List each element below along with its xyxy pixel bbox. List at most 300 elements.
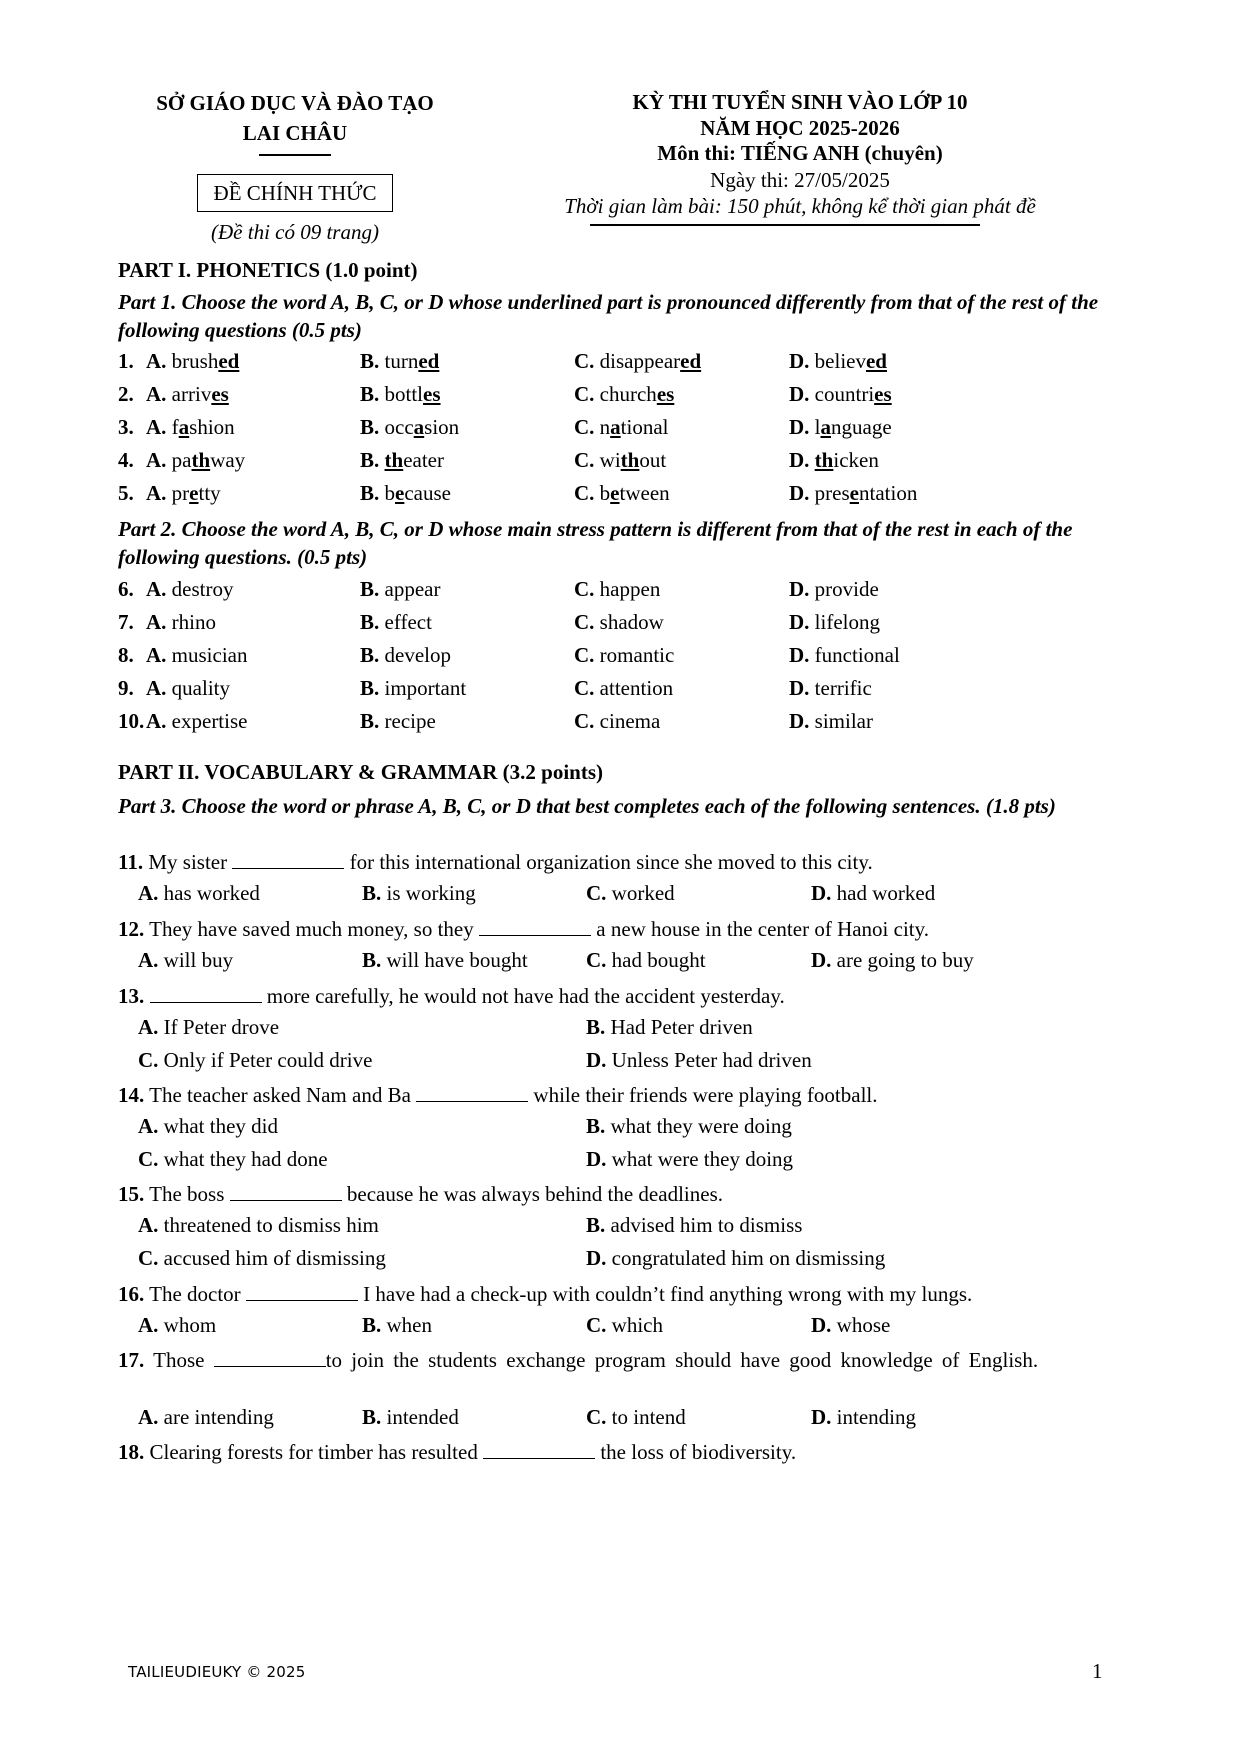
option-letter: C.	[586, 881, 607, 905]
underlined-part: ed	[680, 349, 702, 373]
divider	[590, 224, 980, 226]
option-letter: A.	[138, 1213, 159, 1237]
answer-option[interactable]	[360, 448, 444, 473]
underlined-part: e	[849, 481, 859, 505]
word-prefix: church	[599, 382, 657, 406]
answer-option[interactable]	[586, 1405, 686, 1430]
option-letter: B.	[360, 382, 380, 406]
answer-option[interactable]	[146, 676, 230, 701]
instruction: Part 1. Choose the word A, B, C, or D whose underlined part is pronounced differently from that of the rest of the following questions (0.5 pts)	[118, 290, 1099, 342]
question-stem	[118, 1346, 1118, 1374]
option-text: what they were doing	[610, 1114, 792, 1138]
answer-option[interactable]	[138, 1114, 278, 1139]
answer-blank[interactable]	[230, 1182, 342, 1201]
option-letter: C.	[574, 481, 595, 505]
option-letter: B.	[360, 349, 380, 373]
option-letter: C.	[574, 610, 595, 634]
question-number: 7.	[118, 610, 134, 634]
stem-text: My sister	[143, 850, 233, 874]
question-number: 16.	[118, 1282, 145, 1306]
word-prefix: pres	[814, 481, 850, 505]
answer-option[interactable]	[811, 1405, 916, 1430]
option-text: terrific	[814, 676, 872, 700]
question-number: 17.	[118, 1348, 145, 1372]
option-text: Had Peter driven	[610, 1015, 753, 1039]
stem-text: the loss of biodiversity.	[595, 1440, 797, 1464]
question-stem	[118, 1438, 1118, 1466]
answer-option[interactable]	[360, 577, 440, 602]
word-suffix: ntation	[859, 481, 918, 505]
option-text: Only if Peter could drive	[163, 1048, 373, 1072]
question-stem	[118, 1280, 1118, 1308]
question-row	[118, 481, 1118, 511]
word-prefix: pa	[171, 448, 192, 472]
options-row	[118, 1048, 1118, 1078]
official-badge: ĐỀ CHÍNH THỨC	[197, 174, 394, 212]
word-suffix: out	[639, 448, 667, 472]
option-text: accused him of dismissing	[163, 1246, 386, 1270]
option-letter: B.	[360, 709, 380, 733]
underlined-part: th	[384, 448, 404, 472]
answer-option[interactable]	[586, 1313, 663, 1338]
answer-option[interactable]	[146, 577, 234, 602]
option-text: what were they doing	[611, 1147, 794, 1171]
question-number: 15.	[118, 1182, 145, 1206]
option-letter: B.	[362, 881, 382, 905]
option-text: effect	[384, 610, 432, 634]
answer-option[interactable]	[574, 382, 674, 407]
option-text: which	[611, 1313, 663, 1337]
answer-option[interactable]	[146, 415, 235, 440]
answer-option[interactable]	[360, 676, 466, 701]
option-text: are going to buy	[836, 948, 974, 972]
option-letter: D.	[789, 448, 810, 472]
answer-option[interactable]	[146, 709, 247, 734]
option-text: has worked	[163, 881, 260, 905]
answer-option[interactable]	[789, 481, 917, 506]
option-text: happen	[599, 577, 661, 601]
stem-text: while their friends were playing football.	[528, 1083, 878, 1107]
answer-option[interactable]	[146, 610, 216, 635]
word-suffix: tional	[620, 415, 669, 439]
word-suffix: icken	[833, 448, 879, 472]
stem-text: The teacher asked Nam and Ba	[144, 1083, 417, 1107]
question-number: 1.	[118, 349, 134, 373]
question-number: 8.	[118, 643, 134, 667]
question-number: 13.	[118, 984, 145, 1008]
header-left	[115, 88, 475, 245]
part-title: PART II. VOCABULARY & GRAMMAR (3.2 points)	[118, 760, 603, 784]
answer-option[interactable]	[360, 709, 436, 734]
option-letter: A.	[146, 349, 167, 373]
option-text: is working	[386, 881, 476, 905]
option-text: worked	[611, 881, 675, 905]
stem-text: more carefully, he would not have had the accident yesterday.	[261, 984, 785, 1008]
option-text: shadow	[599, 610, 664, 634]
option-text: similar	[814, 709, 873, 733]
question-stem	[118, 915, 1118, 943]
word-suffix: nguage	[831, 415, 892, 439]
option-letter: A.	[146, 415, 167, 439]
question-number: 12.	[118, 917, 145, 941]
option-letter: A.	[138, 1015, 159, 1039]
question-number: 9.	[118, 676, 134, 700]
option-letter: D.	[811, 881, 832, 905]
answer-blank[interactable]	[150, 984, 262, 1003]
word-prefix: b	[599, 481, 611, 505]
answer-option[interactable]	[146, 382, 229, 407]
answer-option[interactable]	[362, 881, 476, 906]
option-letter: A.	[146, 610, 167, 634]
question-number: 14.	[118, 1083, 145, 1107]
answer-option[interactable]	[360, 415, 459, 440]
underlined-part: es	[423, 382, 441, 406]
answer-option[interactable]	[789, 415, 892, 440]
answer-option[interactable]	[586, 1213, 802, 1238]
answer-option[interactable]	[146, 643, 248, 668]
stem-text: I have had a check-up with couldn’t find anything wrong with my lungs.	[357, 1282, 973, 1306]
option-letter: C.	[574, 577, 595, 601]
answer-option[interactable]	[360, 481, 451, 506]
answer-option[interactable]	[138, 881, 260, 906]
answer-option[interactable]	[146, 448, 245, 473]
question-number: 4.	[118, 448, 134, 472]
answer-option[interactable]	[146, 349, 239, 374]
option-letter: B.	[362, 1405, 382, 1429]
question-row	[118, 349, 1118, 379]
option-text: when	[386, 1313, 433, 1337]
option-text: romantic	[599, 643, 675, 667]
answer-option[interactable]	[360, 610, 432, 635]
option-text: lifelong	[814, 610, 880, 634]
option-letter: A.	[146, 643, 167, 667]
option-letter: C.	[574, 382, 595, 406]
underlined-part: e	[395, 481, 405, 505]
option-letter: A.	[146, 448, 167, 472]
underlined-part: e	[610, 481, 620, 505]
option-text: are intending	[163, 1405, 274, 1429]
answer-option[interactable]	[360, 382, 441, 407]
underlined-part: es	[211, 382, 229, 406]
option-text: intended	[386, 1405, 459, 1429]
underlined-part: ed	[218, 349, 240, 373]
question-row	[118, 382, 1118, 412]
word-prefix: believ	[814, 349, 866, 373]
underlined-part: th	[191, 448, 211, 472]
stem-text: Clearing forests for timber has resulted	[144, 1440, 484, 1464]
option-letter: A.	[138, 948, 159, 972]
question-row	[118, 676, 1118, 706]
word-suffix: tty	[198, 481, 221, 505]
option-letter: D.	[789, 415, 810, 439]
option-letter: A.	[138, 1114, 159, 1138]
word-suffix: eater	[403, 448, 444, 472]
answer-option[interactable]	[574, 610, 664, 635]
answer-option[interactable]	[138, 1213, 379, 1238]
option-text: develop	[384, 643, 451, 667]
option-text: expertise	[171, 709, 248, 733]
answer-blank[interactable]	[479, 917, 591, 936]
options-row	[118, 1114, 1118, 1144]
word-suffix: way	[210, 448, 246, 472]
option-letter: A.	[138, 881, 159, 905]
answer-blank[interactable]	[416, 1083, 528, 1102]
answer-option[interactable]	[574, 676, 673, 701]
option-text: recipe	[384, 709, 436, 733]
option-letter: D.	[586, 1147, 607, 1171]
option-letter: B.	[360, 577, 380, 601]
page-number: 1	[1092, 1659, 1103, 1683]
answer-option[interactable]	[586, 1114, 792, 1139]
option-letter: C.	[574, 448, 595, 472]
question-number: 2.	[118, 382, 134, 406]
stem-text: a new house in the center of Hanoi city.	[591, 917, 930, 941]
answer-option[interactable]	[789, 610, 880, 635]
exam-date: Ngày thi: 27/05/2025	[710, 168, 890, 192]
pages-note: (Đề thi có 09 trang)	[211, 220, 379, 244]
option-text: whose	[836, 1313, 891, 1337]
option-letter: D.	[789, 643, 810, 667]
question-number: 11.	[118, 850, 144, 874]
word-prefix: n	[599, 415, 611, 439]
option-text: Unless Peter had driven	[611, 1048, 812, 1072]
option-text: attention	[599, 676, 674, 700]
option-letter: C.	[574, 676, 595, 700]
answer-option[interactable]	[138, 948, 233, 973]
word-prefix: wi	[599, 448, 621, 472]
answer-option[interactable]	[586, 1015, 753, 1040]
option-letter: A.	[146, 382, 167, 406]
option-letter: D.	[586, 1048, 607, 1072]
stem-text: Those	[144, 1348, 214, 1372]
option-text: destroy	[171, 577, 234, 601]
answer-option[interactable]	[789, 382, 892, 407]
underlined-part: a	[178, 415, 190, 439]
header-right	[510, 88, 1090, 226]
stem-text: The boss	[144, 1182, 230, 1206]
option-letter: C.	[138, 1246, 159, 1270]
option-letter: C.	[574, 709, 595, 733]
stem-text: to join the students exchange program should have good knowledge of English.	[325, 1348, 1039, 1372]
option-letter: B.	[360, 610, 380, 634]
option-text: had bought	[611, 948, 706, 972]
question-row	[118, 577, 1118, 607]
stem-text: They have saved much money, so they	[144, 917, 479, 941]
answer-option[interactable]	[138, 1246, 386, 1271]
option-text: provide	[814, 577, 879, 601]
option-text: important	[384, 676, 467, 700]
answer-option[interactable]	[138, 1048, 372, 1073]
option-letter: C.	[574, 643, 595, 667]
question-row	[118, 643, 1118, 673]
exam-title: KỲ THI TUYỂN SINH VÀO LỚP 10	[632, 90, 968, 114]
answer-option[interactable]	[360, 643, 451, 668]
options-row	[118, 1246, 1118, 1276]
answer-option[interactable]	[362, 1313, 432, 1338]
option-letter: D.	[789, 610, 810, 634]
word-prefix: b	[384, 481, 396, 505]
answer-option[interactable]	[789, 577, 879, 602]
question-row	[118, 709, 1118, 739]
option-text: musician	[171, 643, 248, 667]
option-text: had worked	[836, 881, 936, 905]
underlined-part: th	[814, 448, 834, 472]
option-letter: A.	[146, 481, 167, 505]
word-prefix: countri	[814, 382, 875, 406]
question-stem	[118, 1081, 1118, 1109]
option-letter: B.	[360, 643, 380, 667]
answer-option[interactable]	[789, 643, 900, 668]
option-letter: C.	[574, 349, 595, 373]
word-prefix: pr	[171, 481, 190, 505]
option-letter: C.	[586, 1405, 607, 1429]
option-text: appear	[384, 577, 441, 601]
stem-text: for this international organization since she moved to this city.	[344, 850, 873, 874]
word-suffix: sion	[424, 415, 460, 439]
answer-option[interactable]	[138, 1015, 279, 1040]
subject: Môn thi: TIẾNG ANH (chuyên)	[657, 141, 943, 165]
option-letter: B.	[360, 676, 380, 700]
answer-option[interactable]	[138, 1313, 216, 1338]
answer-option[interactable]	[138, 1405, 274, 1430]
option-text: will buy	[163, 948, 234, 972]
question-stem	[118, 1180, 1118, 1208]
options-row	[118, 1015, 1118, 1045]
answer-option[interactable]	[360, 349, 439, 374]
option-letter: C.	[586, 1313, 607, 1337]
answer-option[interactable]	[362, 1405, 459, 1430]
option-letter: D.	[789, 577, 810, 601]
underlined-part: a	[413, 415, 425, 439]
answer-option[interactable]	[586, 1246, 885, 1271]
answer-option[interactable]	[146, 481, 221, 506]
answer-blank[interactable]	[483, 1440, 595, 1459]
answer-option[interactable]	[586, 1048, 812, 1073]
option-text: rhino	[171, 610, 216, 634]
option-letter: B.	[586, 1213, 606, 1237]
answer-option[interactable]	[574, 643, 674, 668]
option-text: to intend	[611, 1405, 686, 1429]
option-letter: B.	[360, 448, 380, 472]
options-row	[118, 1147, 1118, 1177]
option-letter: C.	[138, 1048, 159, 1072]
option-text: what they had done	[163, 1147, 328, 1171]
underlined-part: ed	[418, 349, 440, 373]
answer-option[interactable]	[789, 676, 872, 701]
footer-watermark: TAILIEUDIEUKY © 2025	[128, 1663, 306, 1681]
question-number: 18.	[118, 1440, 145, 1464]
option-letter: A.	[138, 1313, 159, 1337]
stem-text: The doctor	[144, 1282, 246, 1306]
option-letter: D.	[811, 1405, 832, 1429]
question-stem	[118, 848, 1118, 876]
option-letter: B.	[586, 1015, 606, 1039]
option-letter: D.	[789, 382, 810, 406]
question-row	[118, 610, 1118, 640]
school-year: NĂM HỌC 2025-2026	[700, 116, 900, 140]
answer-option[interactable]	[574, 709, 660, 734]
underlined-part: th	[620, 448, 640, 472]
option-text: threatened to dismiss him	[163, 1213, 379, 1237]
answer-option[interactable]	[586, 1147, 793, 1172]
option-text: whom	[163, 1313, 217, 1337]
word-prefix: brush	[171, 349, 219, 373]
answer-option[interactable]	[362, 948, 528, 973]
answer-option[interactable]	[811, 881, 935, 906]
option-letter: C.	[586, 948, 607, 972]
answer-option[interactable]	[811, 1313, 890, 1338]
question-number: 3.	[118, 415, 134, 439]
answer-option[interactable]	[586, 881, 675, 906]
option-text: intending	[836, 1405, 916, 1429]
question-number: 6.	[118, 577, 134, 601]
answer-blank[interactable]	[232, 850, 344, 869]
answer-option[interactable]	[789, 448, 879, 473]
option-letter: D.	[811, 948, 832, 972]
word-prefix: arriv	[171, 382, 212, 406]
option-letter: A.	[146, 676, 167, 700]
answer-option[interactable]	[574, 448, 666, 473]
answer-option[interactable]	[586, 948, 706, 973]
word-prefix: disappear	[599, 349, 681, 373]
question-row	[118, 448, 1118, 478]
option-letter: C.	[574, 415, 595, 439]
underlined-part: ed	[865, 349, 887, 373]
options-row	[118, 1405, 1118, 1435]
options-row	[118, 881, 1118, 911]
word-prefix: occ	[384, 415, 414, 439]
exam-duration: Thời gian làm bài: 150 phút, không kể thời gian phát đề	[564, 194, 1036, 218]
answer-option[interactable]	[811, 948, 974, 973]
option-letter: D.	[789, 481, 810, 505]
part-title: PART I. PHONETICS (1.0 point)	[118, 258, 418, 282]
word-prefix: f	[171, 415, 179, 439]
stem-text: because he was always behind the deadlines.	[341, 1182, 723, 1206]
option-text: cinema	[599, 709, 661, 733]
underlined-part: a	[610, 415, 621, 439]
underlined-part: a	[820, 415, 832, 439]
option-letter: D.	[789, 349, 810, 373]
option-letter: B.	[362, 948, 382, 972]
answer-option[interactable]	[574, 577, 660, 602]
answer-option[interactable]	[574, 415, 669, 440]
province-name: LAI CHÂU	[242, 121, 348, 145]
word-suffix: cause	[404, 481, 451, 505]
answer-option[interactable]	[789, 709, 873, 734]
option-text: what they did	[163, 1114, 278, 1138]
option-text: advised him to dismiss	[610, 1213, 803, 1237]
option-letter: A.	[146, 577, 167, 601]
answer-blank[interactable]	[246, 1282, 358, 1301]
answer-option[interactable]	[574, 481, 670, 506]
option-letter: B.	[586, 1114, 606, 1138]
options-row	[118, 1213, 1118, 1243]
option-letter: D.	[789, 676, 810, 700]
answer-option[interactable]	[789, 349, 887, 374]
option-text: If Peter drove	[163, 1015, 280, 1039]
word-suffix: tween	[619, 481, 670, 505]
option-letter: B.	[360, 481, 380, 505]
option-letter: B.	[362, 1313, 382, 1337]
answer-blank[interactable]	[214, 1348, 326, 1367]
question-number: 5.	[118, 481, 134, 505]
answer-option[interactable]	[138, 1147, 328, 1172]
answer-option[interactable]	[574, 349, 701, 374]
option-letter: C.	[138, 1147, 159, 1171]
instruction: Part 3. Choose the word or phrase A, B, C, or D that best completes each of the following sentences. (1.8 pts)	[118, 794, 1056, 818]
options-row	[118, 1313, 1118, 1343]
word-prefix: l	[814, 415, 821, 439]
